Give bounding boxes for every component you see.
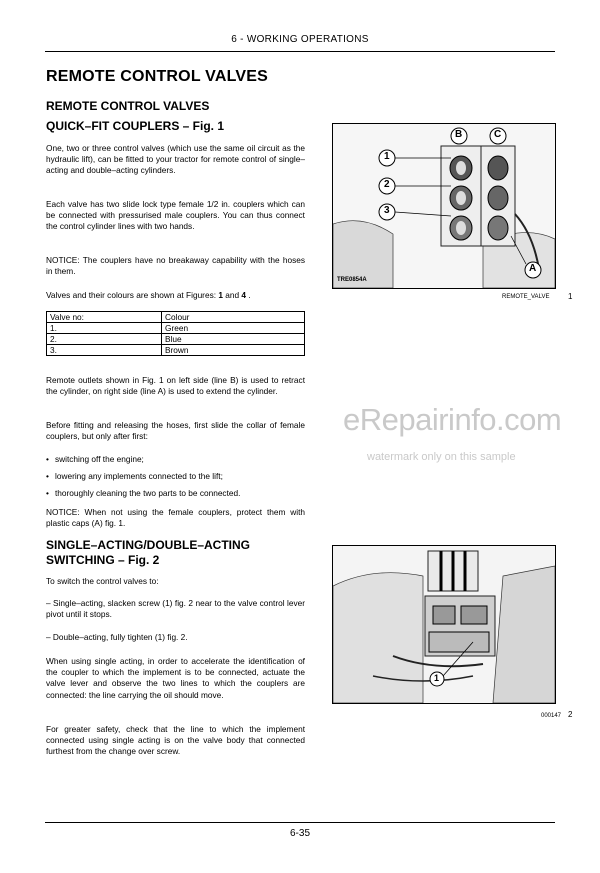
paragraph-remote-outlets: Remote outlets shown in Fig. 1 on left side (line B) is used to retract the cylinder, on right side (line A) is used to extend the cylinder. <box>46 375 305 397</box>
table-row <box>47 334 305 345</box>
figure-1-illustration <box>332 123 556 289</box>
fig1-label-1: 1 <box>384 151 390 162</box>
fig2-caption: 000147 <box>541 713 562 719</box>
page-title: REMOTE CONTROL VALVES <box>46 68 268 85</box>
paragraph-switch-intro: To switch the control valves to: <box>46 576 159 586</box>
page-number: 6-35 <box>289 828 310 839</box>
fig1-label-3: 3 <box>384 205 390 216</box>
figure-2-drawing <box>333 546 555 703</box>
paragraph-before-fitting: Before fitting and releasing the hoses, first slide the collar of female couplers, but only after first: <box>46 420 305 442</box>
paragraph-valve-colours: Valves and their colours are shown at Figures: 1 and 4 . <box>46 290 251 300</box>
paragraph-double-acting: – Double–acting, fully tighten (1) fig. 2. <box>46 632 188 642</box>
fig1-label-a: A <box>529 263 537 274</box>
list-item: • lowering any implements connected to the lift; <box>46 471 305 482</box>
notice-plastic-caps: NOTICE: When not using the female couplers, protect them with plastic caps (A) fig. 1. <box>46 507 305 529</box>
fig2-label-1: 1 <box>434 673 440 683</box>
table-cell: Brown <box>162 345 305 356</box>
figure-1-drawing <box>333 124 555 288</box>
table-cell: Blue <box>162 334 305 345</box>
paragraph-safety: For greater safety, check that the line to which the implement connected using single acting is on the valve body that connected furthest from the change over screw. <box>46 724 305 757</box>
fig1-number: 1 <box>568 292 573 301</box>
table-cell: 3. <box>47 345 162 356</box>
table-cell: 1. <box>47 323 162 334</box>
paragraph-intro: One, two or three control valves (which use the same oil circuit as the hydraulic lift), can be fitted to your tractor for remote control of single–acting and double–acting cylinders. <box>46 143 305 176</box>
table-cell: 2. <box>47 334 162 345</box>
section2-heading-line1: SINGLE–ACTING/DOUBLE–ACTING <box>46 538 251 552</box>
fig2-number: 2 <box>568 710 573 719</box>
table-header-row <box>47 312 305 323</box>
watermark-note: watermark only on this sample <box>367 451 516 463</box>
fig1-label-2: 2 <box>384 179 390 190</box>
table-cell: Green <box>162 323 305 334</box>
header-section-title: 6 - WORKING OPERATIONS <box>231 34 369 45</box>
subtitle: REMOTE CONTROL VALVES <box>46 99 210 113</box>
paragraph-couplers: Each valve has two slide lock type female 1/2 in. couplers which can be connected with pressurised male couplers. You can thus connect the control cylinder lines with two hands. <box>46 199 305 232</box>
watermark-brand: eRepairinfo.com <box>343 402 562 437</box>
fig1-heading: QUICK–FIT COUPLERS – Fig. 1 <box>46 119 225 133</box>
header-rule <box>45 51 555 52</box>
list-item: • switching off the engine; <box>46 454 305 465</box>
paragraph-single-acting: – Single–acting, slacken screw (1) fig. 2 near to the valve control lever pivot until it stops. <box>46 598 305 620</box>
section2-heading-line2: SWITCHING – Fig. 2 <box>46 553 160 567</box>
fig1-caption: REMOTE_VALVE <box>502 294 550 300</box>
section2-heading <box>46 538 250 568</box>
precaution-list <box>46 454 305 506</box>
fig1-code: TRE0854A <box>337 277 367 283</box>
table-row <box>47 345 305 356</box>
paragraph-identification: When using single acting, in order to accelerate the identification of the coupler to which the implement is to be connected, actuate the valve lever and observe the two lines to which the couplers are connected: the line carrying the oil should move. <box>46 656 305 700</box>
table-header-cell: Valve no: <box>47 312 162 323</box>
footer-rule <box>45 822 555 823</box>
table-header-cell: Colour <box>162 312 305 323</box>
list-item: • thoroughly cleaning the two parts to be connected. <box>46 488 305 499</box>
figure-2-illustration <box>332 545 556 704</box>
notice-breakaway: NOTICE: The couplers have no breakaway capability with the hoses in them. <box>46 255 305 277</box>
fig1-label-c: C <box>494 129 502 140</box>
fig1-label-b: B <box>455 129 463 140</box>
valve-colour-table <box>46 311 305 356</box>
table-row <box>47 323 305 334</box>
